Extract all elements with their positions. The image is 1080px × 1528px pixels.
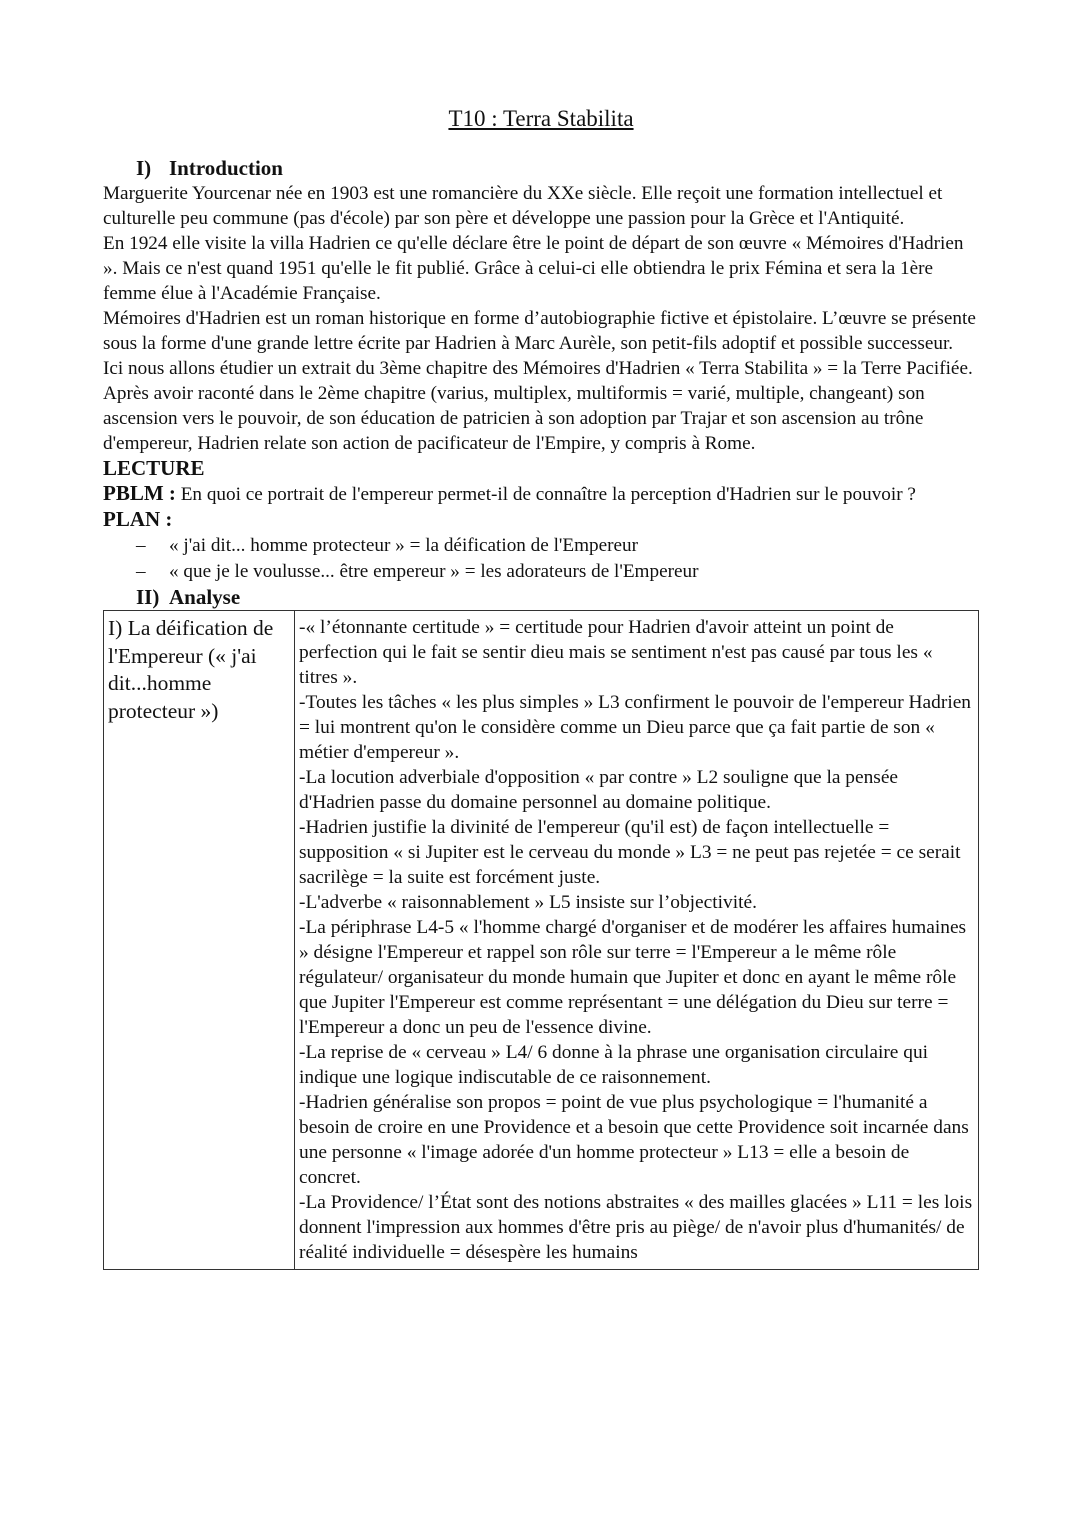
pblm-label: PBLM : — [103, 481, 176, 505]
plan-item-text: « que je le voulusse... être empereur » = les adorateurs de l'Empereur — [169, 561, 699, 582]
introduction-number: I) — [136, 156, 152, 180]
plan-item — [136, 559, 979, 585]
analysis-note: -« l’étonnante certitude » = certitude pour Hadrien d'avoir atteint un point de perfection qui le fait se sentir dieu mais se sentiment n'est pas causé par tous les « titres ». — [299, 617, 933, 688]
lecture-label: LECTURE — [103, 456, 205, 480]
document-title: T10 : Terra Stabilita — [448, 106, 634, 131]
analyse-number: II) — [136, 585, 160, 609]
analysis-note: -L'adverbe « raisonnablement » L5 insiste sur l’objectivité. — [299, 892, 757, 913]
document-page — [103, 104, 979, 1270]
introduction-heading — [103, 156, 979, 181]
analysis-note: -Hadrien généralise son propos = point de vue plus psychologique = l'humanité a besoin de croire en une Providence et a besoin que cette Providence soit incarnée dans une personne « l'image adorée d'un homme protecteur » L13 = elle a besoin de concret. — [299, 1092, 969, 1188]
pblm-text: En quoi ce portrait de l'empereur permet-il de connaître la perception d'Hadrien sur le pouvoir ? — [175, 484, 916, 505]
intro-paragraph: Ici nous allons étudier un extrait du 3ème chapitre des Mémoires d'Hadrien « Terra Stabilita » = la Terre Pacifiée. — [103, 358, 973, 379]
analysis-note: -Toutes les tâches « les plus simples » L3 confirment le pouvoir de l'empereur Hadrien = lui montrent qu'on le considère comme un Dieu parce que ça fait partie de son « métier d'empereur ». — [299, 692, 972, 763]
intro-paragraph: Mémoires d'Hadrien est un roman historique en forme d’autobiographie fictive et épistolaire. L’œuvre se présente sous la forme d'une grande lettre écrite par Hadrien à Marc Aurèle, son petit-fils adoptif et possible successeur. — [103, 308, 976, 354]
analyse-heading — [103, 585, 979, 610]
analyse-table — [103, 610, 979, 1270]
analyse-heading-text: Analyse — [169, 585, 241, 609]
plan-list — [103, 533, 979, 585]
analysis-note: -Hadrien justifie la divinité de l'empereur (qu'il est) de façon intellectuelle = supposition « si Jupiter est le cerveau du monde » L3 = ne peut pas rejetée = ce serait sacrilège = la suite est forcément juste. — [299, 817, 961, 888]
plan-item — [136, 533, 979, 559]
analysis-note: -La périphrase L4-5 « l'homme chargé d'organiser et de modérer les affaires humaines » désigne l'Empereur et rappel son rôle sur terre = l'Empereur a le même rôle régulateur/ organisateur du monde humain que Jupiter et donc en ayant le même rôle que Jupiter l'Empereur est comme représentant = une délégation du Dieu sur terre = l'Empereur a donc un peu de l'essence divine. — [299, 917, 967, 1038]
introduction-body — [103, 181, 979, 456]
table-row — [104, 611, 979, 1270]
intro-paragraph: Marguerite Yourcenar née en 1903 est une romancière du XXe siècle. Elle reçoit une formation intellectuel et culturelle peu commune (pas d'école) par son père et développe une passion pour la Grèce et l'Antiquité. — [103, 183, 943, 229]
dash-bullet-icon: – — [136, 561, 146, 582]
dash-bullet-icon: – — [136, 535, 146, 556]
analysis-notes-cell — [295, 611, 979, 1270]
part-title-cell: I) La déification de l'Empereur (« j'ai dit...homme protecteur ») — [104, 611, 295, 1270]
plan-label: PLAN : — [103, 507, 173, 531]
analysis-note: -La locution adverbiale d'opposition « par contre » L2 souligne que la pensée d'Hadrien passe du domaine personnel au domaine politique. — [299, 767, 899, 813]
analysis-note: -La reprise de « cerveau » L4/ 6 donne à la phrase une organisation circulaire qui indique une logique indiscutable de ce raisonnement. — [299, 1042, 929, 1088]
plan-item-text: « j'ai dit... homme protecteur » = la déification de l'Empereur — [169, 535, 639, 556]
problematique — [103, 481, 979, 507]
analysis-note: -La Providence/ l’État sont des notions abstraites « des mailles glacées » L11 = les lois donnent l'impression aux hommes d'être pris au piège/ de n'avoir plus d'humanités/ de réalité individuelle = désespère les humains — [299, 1192, 973, 1263]
intro-paragraph: Après avoir raconté dans le 2ème chapitre (varius, multiplex, multiformis = varié, multiple, changeant) son ascension vers le pouvoir, de son éducation de patricien à son adoption par Trajar et son ascension au trône d'empereur, Hadrien relate son action de pacificateur de l'Empire, y compris à Rome. — [103, 383, 925, 454]
intro-paragraph: En 1924 elle visite la villa Hadrien ce qu'elle déclare être le point de départ de son œuvre « Mémoires d'Hadrien ». Mais ce n'est quand 1951 qu'elle le fit publié. Grâce à celui-ci elle obtiendra le prix Fémina et sera la 1ère femme élue à l'Académie Française. — [103, 233, 964, 304]
introduction-heading-text: Introduction — [169, 156, 283, 180]
